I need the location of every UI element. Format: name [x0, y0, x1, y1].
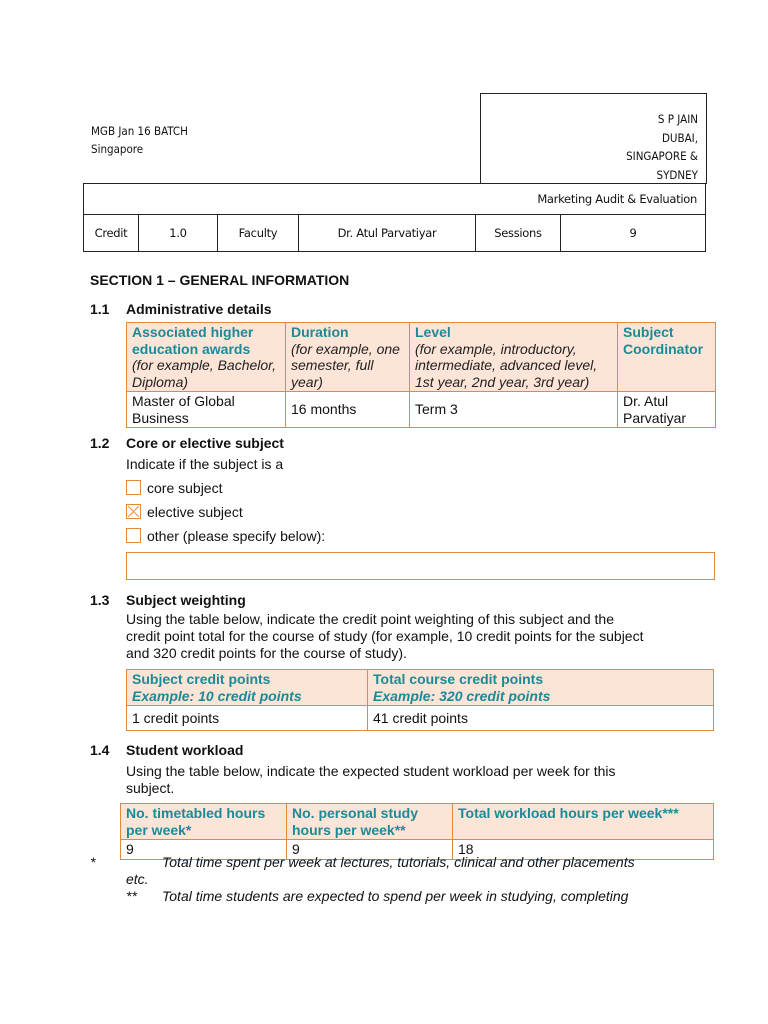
note-mark: * [90, 854, 96, 870]
admin-table [126, 322, 716, 428]
note-mark: ** [126, 888, 137, 904]
other-specify-field[interactable] [126, 552, 715, 580]
option-label: other (please specify below): [147, 528, 326, 544]
th: Subject Coordinator [623, 324, 704, 357]
th: Level [415, 324, 451, 340]
th-example: (for example, introductory, intermediate, advanced level, 1st year, 2nd year, 3rd year) [415, 340, 598, 390]
checkbox[interactable] [126, 528, 141, 543]
note-2 [126, 888, 646, 905]
cell: 18 [453, 840, 714, 860]
th-example: (for example, one semester, full year) [291, 340, 400, 390]
inst-line: SINGAPORE & [626, 149, 698, 163]
s11-num: 1.1 [90, 301, 110, 317]
cell: 9 [287, 840, 453, 860]
s12-title: Core or elective subject [126, 435, 284, 451]
note-text: Total time students are expected to spend per week in studying, completing [162, 888, 629, 904]
sessions-value: 9 [561, 215, 706, 252]
sessions-label: Sessions [476, 215, 561, 252]
cell: Dr. Atul Parvatiyar [618, 392, 716, 428]
note-1 [90, 854, 646, 888]
s13-title: Subject weighting [126, 592, 246, 608]
workload-table [120, 803, 714, 860]
faculty-value: Dr. Atul Parvatiyar [299, 215, 476, 252]
th-example: Example: 10 credit points [132, 687, 302, 704]
s12-num: 1.2 [90, 435, 110, 451]
th: No. personal study hours per week** [287, 804, 453, 840]
section-title: SECTION 1 – GENERAL INFORMATION [90, 272, 350, 288]
cell: Term 3 [410, 392, 618, 428]
inst-line: DUBAI, [661, 130, 698, 145]
credit-label: Credit [84, 215, 139, 252]
th-example: (for example, Bachelor, Diploma) [132, 357, 276, 390]
th: Associated higher education awards [132, 324, 254, 357]
th: Duration [291, 324, 349, 340]
credit-value: 1.0 [139, 215, 218, 252]
th: Total workload hours per week*** [453, 804, 714, 840]
checkbox[interactable] [126, 480, 141, 495]
s11-title: Administrative details [126, 301, 272, 317]
faculty-label: Faculty [218, 215, 299, 252]
cell: Master of Global Business [127, 392, 286, 428]
s14-num: 1.4 [90, 742, 110, 758]
option-core[interactable] [126, 480, 222, 497]
s14-text: Using the table below, indicate the expected student workload per week for this subject. [126, 763, 616, 796]
cell: 16 months [286, 392, 410, 428]
weighting-table [126, 669, 714, 731]
th-example: Example: 320 credit points [373, 687, 551, 704]
th: Total course credit points [373, 671, 544, 687]
checkbox-checked[interactable] [126, 504, 141, 519]
th: No. timetabled hours per week* [121, 804, 287, 840]
s13-num: 1.3 [90, 592, 110, 608]
option-label: core subject [147, 480, 223, 496]
location: Singapore [91, 142, 144, 156]
s14-title: Student workload [126, 742, 244, 758]
th: Subject credit points [132, 671, 271, 687]
inst-line: S P JAIN [657, 112, 698, 126]
cell: 9 [121, 840, 287, 860]
subject-title: Marketing Audit & Evaluation [84, 184, 706, 215]
inst-line: SYDNEY [656, 167, 698, 182]
institution [626, 110, 698, 184]
option-elective[interactable] [126, 504, 243, 521]
header-table [83, 183, 706, 252]
cell: 41 credit points [368, 706, 714, 731]
s12-intro: Indicate if the subject is a [126, 456, 284, 472]
batch: MGB Jan 16 BATCH [91, 124, 188, 138]
option-label: elective subject [147, 504, 243, 520]
cell: 1 credit points [127, 706, 368, 731]
s13-text: Using the table below, indicate the credit point weighting of this subject and the credit point total for the course of study (for example, 10 credit points for the subject and 320 credit points for the course of study). [126, 611, 644, 661]
note-text: Total time spent per week at lectures, tutorials, clinical and other placements etc. [126, 854, 635, 887]
option-other[interactable] [126, 528, 325, 545]
